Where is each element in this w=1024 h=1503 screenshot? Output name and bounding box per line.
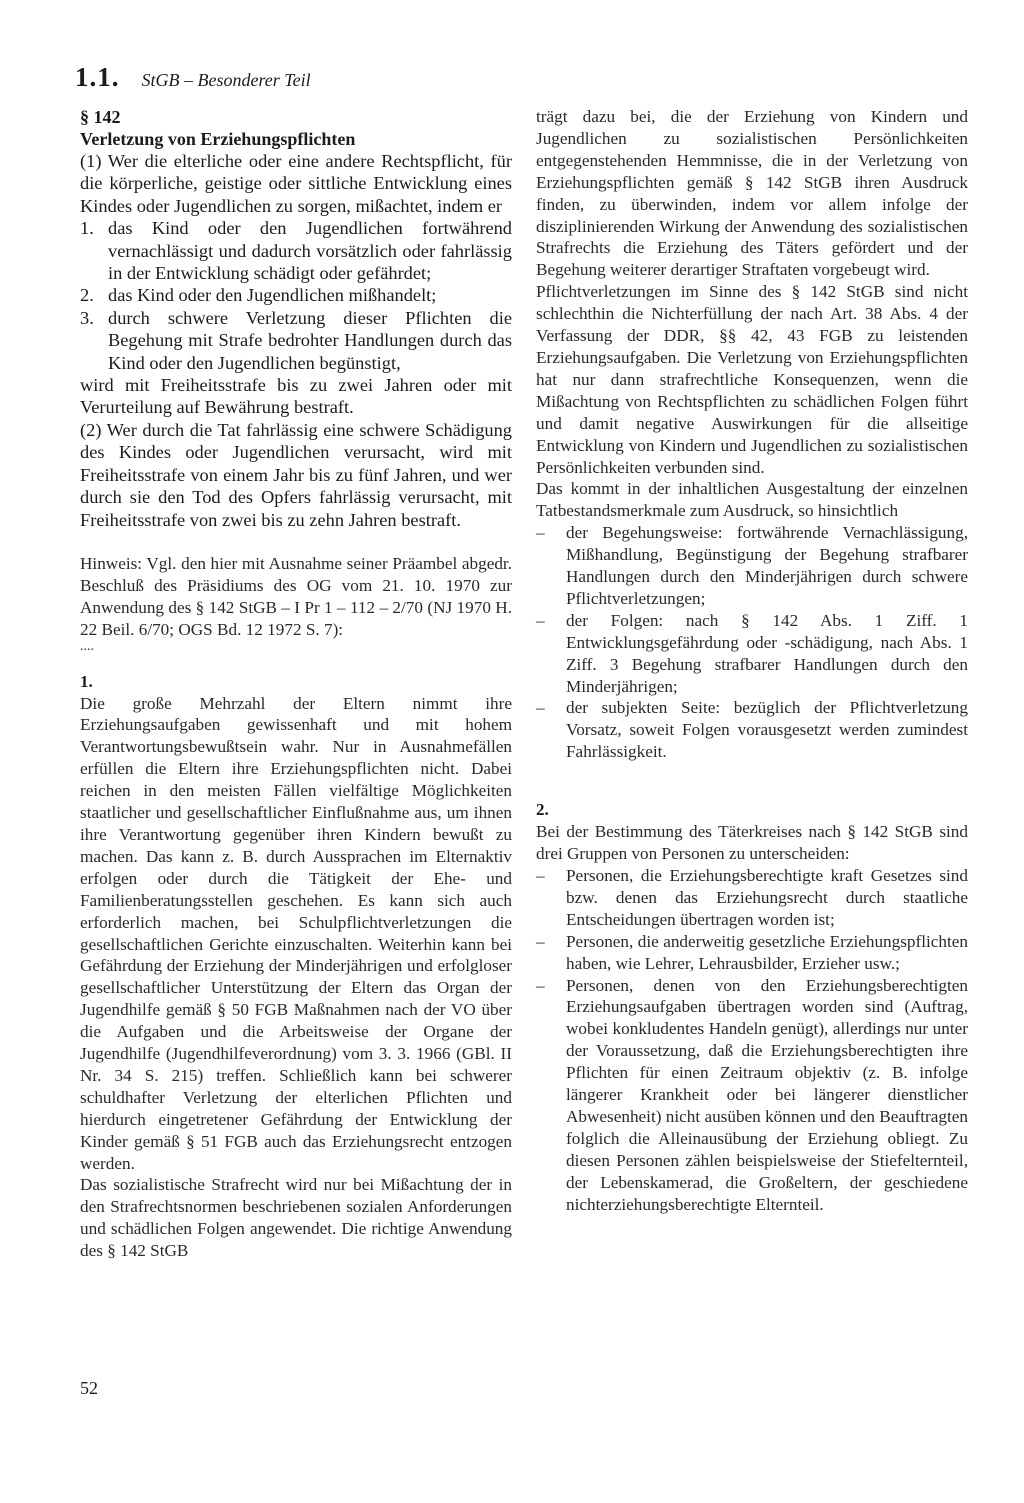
- section-title: Verletzung von Erziehungspflichten: [80, 129, 356, 149]
- right-column: [536, 106, 968, 1216]
- dash-item-text: der subjekten Seite: bezüglich der Pflichtverletzung Vorsatz, soweit Folgen vorausgesetzt werden zumindest Fahrlässigkeit.: [566, 698, 968, 762]
- running-header: [75, 62, 311, 92]
- list-item-number: 3.: [80, 307, 94, 328]
- comment-1-paragraph-4: Das kommt in der inhaltlichen Ausgestaltung der einzelnen Tatbestandsmerkmale zum Ausdruck, so hinsichtlich: [536, 479, 968, 521]
- comment-1-paragraph-2-start: Das sozialistische Strafrecht wird nur bei Mißachtung der in den Strafrechtsnormen beschriebenen sozialen Anforderungen und schädlichen Folgen angewendet. Die richtige Anwendung des § 142 StGB: [80, 1175, 512, 1261]
- list-item: [80, 284, 512, 306]
- comment-1-number: 1.: [80, 671, 93, 691]
- paragraph-2: (2) Wer durch die Tat fahrlässig eine schwere Schädigung des Kindes oder Jugendlichen verursacht, wird mit Freiheitsstrafe von einem Jahr bis zu fünf Jahren, und wer durch sie den Tod des Opfers fahrlässig verursacht, mit Freiheitsstrafe von zwei bis zu zehn Jahren bestraft.: [80, 419, 512, 530]
- note-ellipsis: ....: [80, 638, 94, 654]
- page-number: 52: [80, 1378, 98, 1398]
- dash-item-text: Personen, denen von den Erziehungsberechtigten Erziehungsaufgaben übertragen worden sind (Auftrag, wobei konkludentes Handeln genügt), allerdings nur unter der Voraussetzung, daß die Erziehungsberechtigten ihre Pflichten für einen Zeitraum objektiv (z. B. infolge längerer Krankheit oder bei längerer dienstlicher Abwesenheit) nicht ausüben können und den Beauftragten folglich die Alleinausübung der Erziehung obliegt. Zu diesen Personen zählen beispielsweise der Stiefelternteil, der Lebenskamerad, die Großeltern, der geschiedene nichterziehungsberechtigte Elternteil.: [566, 975, 968, 1214]
- dash-item-text: der Folgen: nach § 142 Abs. 1 Ziff. 1 Entwicklungsgefährdung oder -schädigung, nach Abs. 1 Ziff. 3 Begehung strafbarer Handlungen durch den Minderjährigen;: [566, 610, 968, 696]
- note-text: Hinweis: Vgl. den hier mit Ausnahme seiner Präambel abgedr. Beschluß des Präsidiums des OG vom 21. 10. 1970 zur Anwendung des § 142 StGB – I Pr 1 – 112 – 2/70 (NJ 1970 H. 22 Beil. 6/70; OGS Bd. 12 1972 S. 7):: [80, 553, 512, 639]
- running-header-title: StGB – Besonderer Teil: [141, 70, 311, 90]
- list-item-number: 1.: [80, 218, 94, 239]
- comment-1-paragraph-1: Die große Mehrzahl der Eltern nimmt ihre Erziehungsaufgaben gewissenhaft und mit hohem Verantwortungsbewußtsein wahr. Nur in Ausnahmefällen erfüllen die Eltern ihre Erziehungspflichten nicht. Dabei reichen in den meisten Fällen vielfältige Möglichkeiten staatlicher und gesellschaftlicher Einflußnahme aus, um ihnen ihre Verantwortung gegenüber ihren Kindern bewußt zu machen. Das kann z. B. durch Aussprachen im Elternaktiv erfolgen oder durch die Tätigkeit der Ehe- und Familienberatungsstellen geschehen. Es kann sich auch erforderlich machen, bei Schulpflichtverletzungen die gesellschaftlichen Gerichte einzuschalten. Weiterhin kann bei Gefährdung der Erziehung der Minderjährigen und erfolgloser gesellschaftlicher Unterstützung der Eltern das Organ der Jugendhilfe gemäß § 50 FGB Maßnahmen nach der VO über die Aufgaben und die Arbeitsweise der Organe der Jugendhilfe (Jugendhilfeverordnung) vom 3. 3. 1966 (GBl. II Nr. 34 S. 215) treffen. Schließlich kann bei schwerer schuldhafter Verletzung der elterlichen Pflichten und hierdurch eingetretener Gefährdung der Entwicklung der Kinder gemäß § 51 FGB auch das Erziehungsrecht entzogen werden.: [80, 693, 512, 1173]
- list-item: [80, 307, 512, 374]
- section-number: § 142: [80, 107, 121, 127]
- dash-item-text: Personen, die anderweitig gesetzliche Erziehungspflichten haben, wie Lehrer, Lehrausbilder, Erzieher usw.;: [566, 931, 968, 973]
- dash-item-text: der Begehungsweise: fortwährende Vernachlässigung, Mißhandlung, Begünstigung der Begehung strafbarer Handlungen durch den Minderjährigen durch schwere Pflichtverletzungen;: [566, 523, 968, 608]
- paragraph-1-penalty: wird mit Freiheitsstrafe bis zu zwei Jahren oder mit Verurteilung auf Bewährung bestraft.: [80, 375, 512, 418]
- left-column: [80, 106, 512, 1262]
- list-item-text: durch schwere Verletzung dieser Pflichten die Begehung mit Strafe bedrohter Handlungen durch das Kind oder den Jugendlichen begünstigt,: [108, 307, 512, 373]
- dash-item: – Personen, die Erziehungsberechtigte kraft Gesetzes sind bzw. denen das Erziehungsrecht durch staatliche Entscheidungen übertragen worden ist;: [536, 866, 968, 929]
- list-item-text: das Kind oder den Jugendlichen fortwährend vernachlässigt und dadurch vorsätzlich oder fahrlässig in der Entwicklung schädigt oder gefährdet;: [108, 218, 512, 284]
- list-item-number: 2.: [80, 285, 94, 306]
- list-item: [80, 217, 512, 284]
- running-header-number: 1.1.: [75, 62, 120, 92]
- comment-2-intro: Bei der Bestimmung des Täterkreises nach § 142 StGB sind drei Gruppen von Personen zu unterscheiden:: [536, 822, 968, 864]
- dash-item: – der subjekten Seite: bezüglich der Pflichtverletzung Vorsatz, soweit Folgen vorausgesetzt werden zumindest Fahrlässigkeit.: [536, 698, 968, 762]
- paragraph-1-intro: (1) Wer die elterliche oder eine andere Rechtspflicht, für die körperliche, geistige oder sittliche Entwicklung eines Kindes oder Jugendlichen zu sorgen, mißachtet, indem er: [80, 151, 512, 216]
- dash-item: – der Folgen: nach § 142 Abs. 1 Ziff. 1 Entwicklungsgefährdung oder -schädigung, nach Abs. 1 Ziff. 3 Begehung strafbarer Handlungen durch den Minderjährigen;: [536, 610, 968, 696]
- list-item-text: das Kind oder den Jugendlichen mißhandelt;: [108, 285, 437, 306]
- comment-1-paragraph-2-cont: trägt dazu bei, die der Erziehung von Kindern und Jugendlichen zu sozialistischen Persönlichkeiten entgegenstehenden Hemmnisse, die in der Verletzung von Erziehungspflichten gemäß § 142 StGB ihren Ausdruck finden, zu überwinden, indem vor allem infolge der disziplinierenden Wirkung der Anwendung des sozialistischen Strafrechts die Erziehung des Täters gefördert und der Begehung weiterer derartiger Straftaten vorgebeugt wird.: [536, 107, 968, 280]
- comment-2-number: 2.: [536, 800, 549, 820]
- comment-1-paragraph-3: Pflichtverletzungen im Sinne des § 142 StGB sind nicht schlechthin die Nichterfüllung der nach Art. 38 Abs. 4 der Verfassung der DDR, §§ 42, 43 FGB zu leistenden Erziehungsaufgaben. Die Verletzung von Erziehungspflichten hat nur dann strafrechtliche Konsequenzen, wenn die Mißachtung von Rechtspflichten zu schädlichen Folgen führt und damit negative Auswirkungen für die allseitige Entwicklung von Kindern und Jugendlichen zu sozialistischen Persönlichkeiten verbunden sind.: [536, 282, 968, 477]
- dash-item: – der Begehungsweise: fortwährende Vernachlässigung, Mißhandlung, Begünstigung der Begehung strafbarer Handlungen durch den Minderjährigen durch schwere Pflichtverletzungen;: [536, 523, 968, 608]
- dash-item-text: Personen, die Erziehungsberechtigte kraft Gesetzes sind bzw. denen das Erziehungsrecht durch staatliche Entscheidungen übertragen worden ist;: [566, 866, 968, 929]
- dash-item: – Personen, denen von den Erziehungsberechtigten Erziehungsaufgaben übertragen worden sind (Auftrag, wobei konkludentes Handeln genügt), allerdings nur unter der Voraussetzung, daß die Erziehungsberechtigten ihre Pflichten für einen Zeitraum objektiv (z. B. infolge längerer Krankheit oder bei längerer dienstlicher Abwesenheit) nicht ausüben können und den Beauftragten folglich die Alleinausübung der Erziehung obliegt. Zu diesen Personen zählen beispielsweise der Stiefelternteil, der Lebenskamerad, die Großeltern, der geschiedene nichterziehungsberechtigte Elternteil.: [536, 975, 968, 1214]
- dash-item: – Personen, die anderweitig gesetzliche Erziehungspflichten haben, wie Lehrer, Lehrausbilder, Erzieher usw.;: [536, 931, 968, 973]
